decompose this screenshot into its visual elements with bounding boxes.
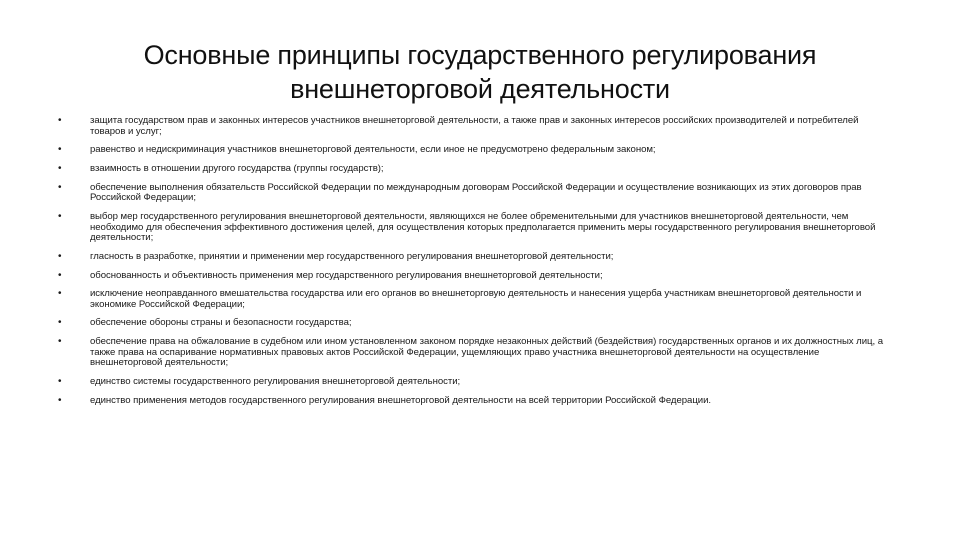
list-item [58, 252, 884, 263]
bullet-icon: • [58, 162, 62, 174]
bullet-icon: • [58, 317, 62, 329]
bullet-icon: • [58, 144, 62, 156]
slide-title [60, 38, 900, 106]
title-line-1: Основные принципы государственного регулирования [143, 40, 817, 70]
list-item [58, 271, 884, 282]
list-item-text: обеспечение выполнения обязательств Российской Федерации по международным договорам Российской Федерации и осуществление возникающих из этих договоров прав Российской Федерации; [90, 181, 862, 204]
list-item [58, 396, 884, 407]
list-item [58, 145, 884, 156]
bullet-icon: • [58, 115, 62, 126]
title-line-2: внешнеторговой деятельности [290, 74, 670, 104]
list-item-text: взаимность в отношении другого государства (группы государств); [90, 162, 384, 174]
list-item [58, 289, 884, 310]
bullet-icon: • [58, 336, 62, 348]
list-item [58, 318, 884, 329]
bullet-icon: • [58, 181, 62, 193]
list-item [58, 377, 884, 388]
list-item-text: обеспечение обороны страны и безопасности государства; [90, 317, 352, 329]
list-item [58, 337, 884, 369]
bullet-icon: • [58, 288, 62, 300]
bullet-icon: • [58, 210, 62, 222]
list-item-text: исключение неоправданного вмешательства государства или его органов во внешнеторговую деятельность и нанесения ущерба участникам внешнеторговой деятельности и экономике Российской Федерации; [90, 288, 862, 310]
list-item [58, 183, 884, 204]
list-item-text: гласность в разработке, принятии и применении мер государственного регулирования внешнеторговой деятельности; [90, 250, 614, 262]
list-item-text: защита государством прав и законных интересов участников внешнеторговой деятельности, а также прав и законных интересов российских производителей и потребителей товаров и услуг; [90, 115, 859, 137]
list-item [58, 116, 884, 137]
list-item-text: единство применения методов государственного регулирования внешнеторговой деятельности на всей территории Российской Федерации. [90, 394, 712, 406]
list-item-text: выбор мер государственного регулирования внешнеторговой деятельности, являющихся не более обременительными для участников внешнеторговой деятельности, чем необходимо для обеспечения эффективного достижения целей, для осуществления которых предполагается применить меры государственного регулирования внешнеторговой деятельности; [90, 210, 876, 244]
list-item-text: обоснованность и объективность применения мер государственного регулирования внешнеторговой деятельности; [90, 269, 603, 281]
list-item-text: единство системы государственного регулирования внешнеторговой деятельности; [90, 376, 461, 388]
list-item-text: равенство и недискриминация участников внешнеторговой деятельности, если иное не предусмотрено федеральным законом; [90, 144, 656, 156]
list-item [58, 164, 884, 175]
bullet-icon: • [58, 394, 62, 406]
list-item [58, 212, 884, 244]
bullet-icon: • [58, 250, 62, 262]
bullet-icon: • [58, 376, 62, 388]
bullet-icon: • [58, 269, 62, 281]
principles-list [58, 116, 884, 414]
list-item-text: обеспечение права на обжалование в судебном или ином установленном законом порядке незаконных действий (бездействия) государственных органов и их должностных лиц, а также права на оспаривание нормативных правовых актов Российской Федерации, ущемляющих право участника внешнеторговой деятельности на осуществление внешнеторговой деятельности; [90, 336, 883, 369]
